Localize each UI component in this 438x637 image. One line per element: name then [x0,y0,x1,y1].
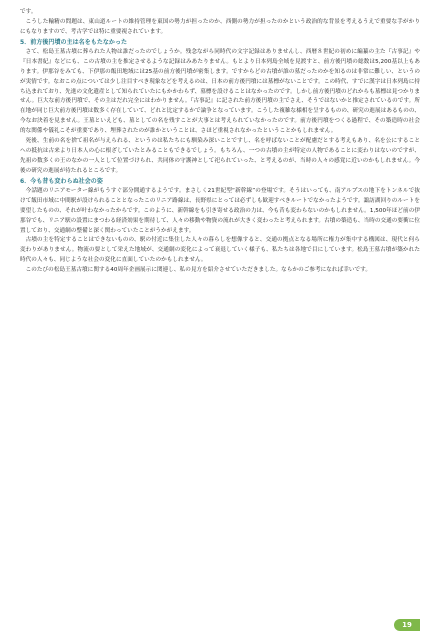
page-number-badge: 19 [394,619,420,631]
paragraph: 古墳の主を特定することはできないものの、駅の付近に集住した人々の暮らしを想像すると、交通の拠点となる場所に権力が集中する構図は、現代と何ら変わりがありません。物流の要として栄えた地域が、交通網の変化によって衰退していく様子も、私たちは各地で目にしています。松島王墓古墳が築かれた時代の人々も、同じような社会の変化に直面していたのかもしれません。 [20,237,420,264]
paragraph: 死後、生前の名を捨て祖名が与えられる、というのは私たちにも馴染み深いことですし、名を呼ばないことが配慮だとする考えもあり、名を公にすることへの抵抗は古来より日本人の心に根ざしていたとみることもできるでしょう。もちろん、一つの古墳の主が特定の人物であることに変わりはないのですが、先祖の数多くの王のなかの一人として位置づけられ、共同体の守護神として祀られていった、と考えるのが、当時の人々の感覚に近いのかもしれません。今後の研究の進展が待たれるところです。 [20,138,420,174]
article-body [20,8,420,276]
paragraph: です。 [20,9,37,15]
section-heading: 6．今も昔も変わらぬ社会の姿 [20,177,103,185]
section-heading: 5．前方後円墳の主は名をもたなかった [20,38,128,46]
paragraph: さて、松島王墓古墳に葬られた人物は誰だったのでしょうか。残念ながら同時代の文字記録はありませんし、西暦８世紀の初めに編纂の主た『古事記』や『日本書紀』などにも、この古墳の主を推定させるような記録はみあたりません。もとより日本列島全域を見渡すと、前方後円墳の総数は5,200基以上もあります。伊那谷をみても、下伊那の飯田地域には25基の前方後円墳が密集します。ですからどの古墳が誰の墓だったのかを知るのは非常に難しい、というのが実情です。なおこの点については少し注目すべき現象などを考えるのは、日本の前方後円墳には墓標がないことです。この時代、すでに漢字は日本列島に持ち込まれており、先進の文化遺産として知られていたにもかかわらず、墓標を設けることはなかったのです。しかし前方後円墳のどれからも墓標は見つかりません。巨大な前方後円墳で、その主はだれ完全にはわかりません。『古事記』に記された前方後円墳の主でさえ、そうではないかと推定されているのです。所在地が同じ巨大前方後円墳は数多く存在していて、どれと比定するかで論争となっています。こうした複雑な様相を呈するものの、研究の進展はあるものの、今なお決着を見ません。王墓といえども、墓としての名を残すことが大事とは考えられていなかったのです。前方後円墳をつくる過程で、その築造時の社会的な関係や儀礼こそが重要であり、埋葬されたのが誰かということは、さほど重視されなかったということかもしれません。 [20,48,420,135]
paragraph: こうした輸精の問題は、東山道ルートの維持管理を東国の勢力が担ったのか、西側の勢力が担ったのかという政治的な背景を考えるうえで重要な手がかりにもなりますので、考古学では特に重要視されています。 [20,18,420,35]
paragraph: 今話題のリニアモーター線がもうすぐ部分開通するようです。まさしく21世紀型“新幹線”の登場です。そうはいっても、南アルプスの地下をトンネルで抜けて飯田市域に中間駅が設けられることとなったこのリニア路線は、長野県にとっては必ずしも歓迎すべきルートでなかったようです。諏訪湖回りのルートを要望したものの、それが叶わなかったからです。このように、新幹線をも引き寄せる政治の力は、今も昔も変わらないのかもしれません。1,500年ほど前の伊那谷でも、リニア駅の設置にまつわる経済効果を期待して、人々の移動や物資の流れが大きく変わったと考えられます。古墳の築造も、当時の交通の要衝に位置しており、交通網の整備と深く関わっていたことがうかがえます。 [20,187,420,234]
paragraph: このたびの松島王墓古墳に関する40周年企画展示に関連し、私の見方を紹介させていただきました。ならかのご参考になれば幸いです。 [25,267,371,274]
